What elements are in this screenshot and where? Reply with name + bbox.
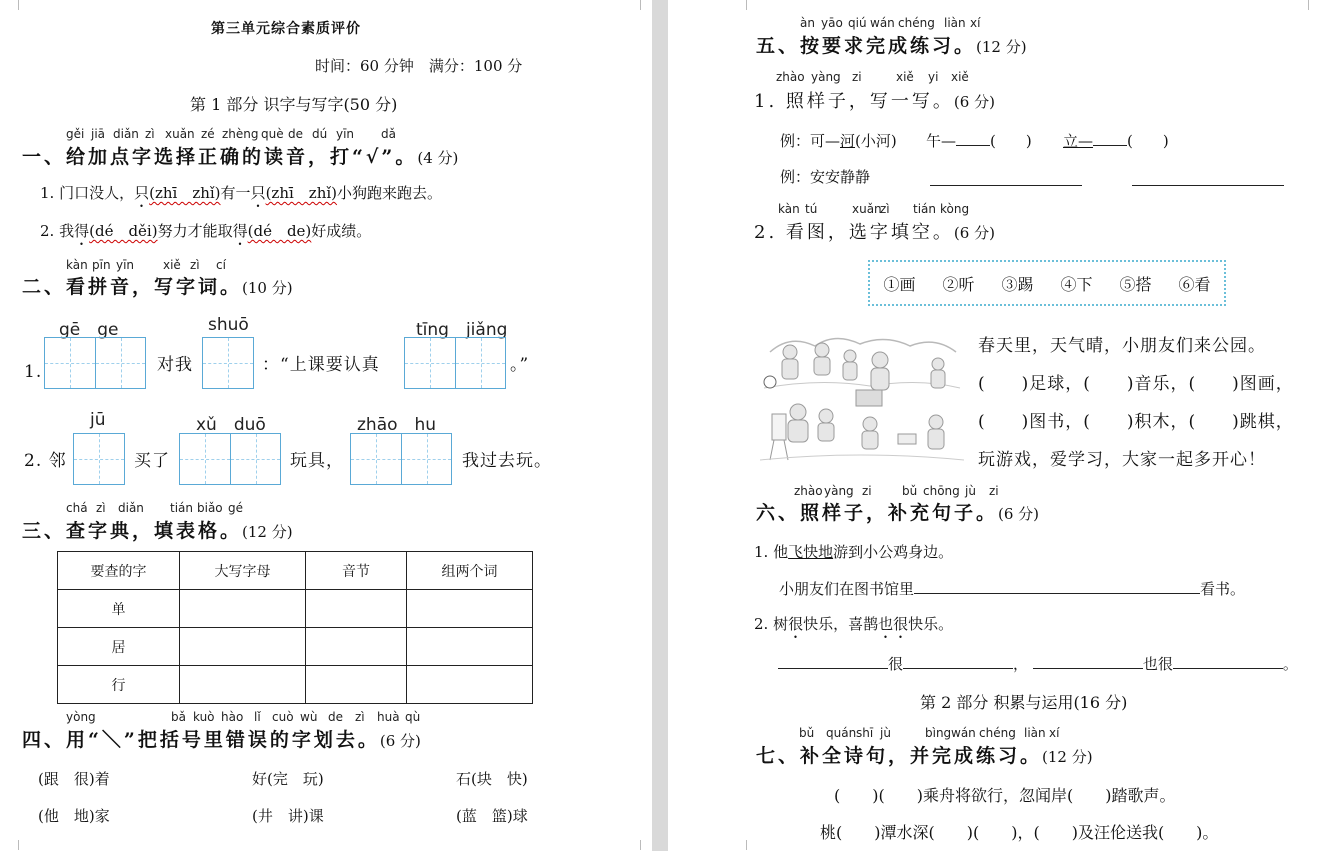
section-title-text: 六、照样子，补充句子。	[756, 502, 999, 524]
example-word: 河	[840, 132, 856, 150]
text: 努力才能取	[157, 222, 233, 240]
row-label: 1.	[24, 362, 43, 382]
table-cell: 单	[58, 590, 180, 628]
choice-item[interactable]: 好(完 玩)	[252, 770, 324, 788]
pinyin: chéng	[979, 726, 1016, 740]
right-page	[668, 0, 1322, 851]
answer-line[interactable]	[1132, 185, 1284, 186]
text: 。	[1282, 655, 1298, 673]
q5-2-title	[754, 218, 995, 244]
answer-paren[interactable]: ( )	[1127, 132, 1169, 150]
question-score: (6 分)	[953, 93, 995, 111]
passage-line: 春天里，天气晴，小朋友们来公园。	[978, 336, 1266, 356]
pinyin: chōng	[923, 484, 960, 498]
crop-mark	[640, 840, 651, 850]
table-row	[58, 666, 533, 704]
pinyin: bǎ	[171, 710, 186, 724]
question-score: (6 分)	[953, 224, 995, 242]
pinyin-option[interactable]: (dé de)	[247, 222, 312, 240]
section-title-text: 一、给加点字选择正确的读音，打“√”。	[22, 146, 418, 168]
pinyin: de	[328, 710, 343, 724]
pinyin: qiú	[848, 16, 867, 30]
word-option: ②听	[942, 274, 975, 294]
pinyin: zhèng	[222, 127, 259, 141]
section-score: (12 分)	[976, 38, 1027, 56]
text: 2. 树	[754, 615, 789, 633]
pinyin: diǎn	[113, 127, 139, 141]
pinyin: shī	[856, 726, 874, 740]
pinyin: wán	[951, 726, 976, 740]
section-2-title	[22, 272, 293, 299]
table-header: 组两个词	[407, 552, 533, 590]
pinyin: hào	[221, 710, 244, 724]
left-page	[0, 0, 652, 851]
pinyin-option[interactable]: (dé děi)	[89, 222, 158, 240]
pinyin: kuò	[193, 710, 215, 724]
text: 买了	[134, 451, 170, 471]
question-1-1	[40, 182, 442, 211]
pinyin: pīn	[92, 258, 111, 272]
pinyin: yīn	[336, 127, 355, 141]
section-title-text: 二、看拼音，写字词。	[22, 276, 243, 298]
word-option: ⑥看	[1178, 274, 1211, 294]
crop-mark	[1308, 0, 1319, 10]
answer-blank[interactable]	[903, 668, 1013, 669]
section-score: (12 分)	[1042, 748, 1093, 766]
section-title-text: 三、查字典，填表格。	[22, 520, 243, 542]
part2-title: 第 2 部分 积累与运用(16 分)	[920, 693, 1128, 712]
section-score: (10 分)	[242, 279, 293, 297]
grid-cell[interactable]	[401, 434, 451, 484]
example-2: 例：安安静静	[780, 168, 871, 186]
pinyin: kàn	[66, 258, 88, 272]
text: 2. 我	[40, 222, 75, 240]
answer-cell[interactable]	[407, 590, 533, 628]
text: 快乐，喜鹊	[803, 615, 879, 633]
pinyin: huà	[377, 710, 400, 724]
crop-mark	[8, 840, 19, 850]
grid-cell[interactable]	[230, 434, 280, 484]
word-option: ③踢	[1001, 274, 1034, 294]
pinyin: qù	[405, 710, 421, 724]
text: 。”	[510, 355, 530, 375]
pinyin: lǐ	[254, 710, 261, 724]
section-score: (4 分)	[417, 149, 459, 167]
pinyin: yāo	[821, 16, 843, 30]
section-4-title	[22, 725, 421, 752]
table-header-row	[58, 552, 533, 590]
pinyin: quán	[826, 726, 857, 740]
children-park-illustration	[760, 330, 964, 466]
pinyin: liàn	[1024, 726, 1046, 740]
pinyin: jiā	[91, 127, 106, 141]
pinyin: zì	[96, 501, 106, 515]
pinyin: dú	[312, 127, 328, 141]
pinyin: bìng	[925, 726, 952, 740]
text: 对我	[157, 355, 193, 375]
answer-cell[interactable]	[180, 628, 306, 666]
writing-grid-xuduo[interactable]	[179, 433, 281, 485]
choice-item[interactable]: 石(块 快)	[456, 770, 528, 788]
passage-line[interactable]: ( )图书，( )积木，( )跳棋，	[978, 412, 1294, 432]
text: 很	[888, 655, 904, 673]
pinyin: yīn	[116, 258, 135, 272]
pinyin: zì	[880, 202, 890, 216]
section-score: (12 分)	[242, 523, 293, 541]
writing-grid-shuo[interactable]	[202, 337, 254, 389]
pinyin: bǔ	[902, 484, 918, 498]
table-cell: 居	[58, 628, 180, 666]
pinyin: xí	[1049, 726, 1060, 740]
row-label: 2. 邻	[24, 451, 67, 471]
section-6-title	[756, 498, 1039, 525]
section-title-text: 四、用“＼”把括号里错误的字划去。	[22, 729, 380, 751]
answer-cell[interactable]	[180, 666, 306, 704]
grid-cell[interactable]	[74, 434, 124, 484]
pinyin-prompt: tīng jiǎng	[416, 320, 508, 340]
text: 快乐。	[908, 615, 954, 633]
pinyin: diǎn	[118, 501, 144, 515]
pinyin: cuò	[272, 710, 294, 724]
pinyin: wù	[300, 710, 318, 724]
question-6-1-blank[interactable]	[779, 578, 1245, 599]
answer-paren[interactable]: ( )	[990, 132, 1032, 150]
pinyin: wán	[870, 16, 895, 30]
pinyin: zi	[852, 70, 862, 84]
pinyin: kàn	[778, 202, 800, 216]
table-header: 音节	[306, 552, 407, 590]
crop-mark	[8, 0, 19, 10]
pinyin: què	[261, 127, 284, 141]
pinyin: tú	[805, 202, 818, 216]
answer-cell[interactable]	[407, 628, 533, 666]
answer-blank[interactable]	[1033, 668, 1143, 669]
pinyin: xiě	[163, 258, 181, 272]
section-title-text: 七、补全诗句，并完成练习。	[756, 745, 1043, 767]
question-title-text: 1. 照样子，写一写。	[754, 91, 954, 112]
pinyin-option[interactable]: (zhī zhǐ)	[265, 184, 338, 202]
pinyin: zì	[145, 127, 155, 141]
text: 有一	[220, 184, 251, 202]
text: 我过去玩。	[462, 451, 552, 471]
text: (小河)	[855, 132, 897, 150]
table-cell: 行	[58, 666, 180, 704]
pinyin: àn	[800, 16, 815, 30]
pinyin: de	[288, 127, 303, 141]
question-title-text: 2. 看图，选字填空。	[754, 222, 954, 243]
table-row	[58, 590, 533, 628]
text: 小朋友们在图书馆里	[779, 580, 915, 598]
dotted-char: 得	[74, 222, 90, 240]
question-1-2	[40, 220, 371, 249]
crop-mark	[736, 840, 747, 850]
word-option: ④下	[1060, 274, 1093, 294]
answer-cell[interactable]	[306, 628, 407, 666]
answer-blank[interactable]	[1093, 145, 1127, 146]
dotted-char: 很	[788, 615, 804, 633]
blank-li[interactable]	[1063, 130, 1169, 151]
pinyin: yi	[928, 70, 939, 84]
choice-item[interactable]: (他 地)家	[38, 807, 110, 825]
text: ，	[1013, 655, 1029, 673]
pinyin: tián	[170, 501, 193, 515]
pinyin: bǔ	[799, 726, 815, 740]
passage-line[interactable]: ( )足球，( )音乐，( )图画，	[978, 374, 1294, 394]
example-1	[780, 130, 897, 151]
grid-cell[interactable]	[455, 338, 505, 388]
answer-line[interactable]	[930, 185, 1082, 186]
time-info: 时间：60 分钟 满分：100 分	[315, 57, 523, 75]
question-6-2-blanks[interactable]	[778, 653, 1298, 674]
pinyin: yòng	[66, 710, 96, 724]
text: 玩具，	[290, 451, 344, 471]
crop-mark	[640, 0, 651, 10]
pinyin: yàng	[824, 484, 854, 498]
text: 1. 门口没人，	[40, 184, 135, 202]
pinyin: xuǎn	[165, 127, 195, 141]
pinyin: zì	[355, 710, 365, 724]
pinyin: zhào	[776, 70, 805, 84]
pinyin: chá	[66, 501, 88, 515]
dotted-char: 很	[893, 615, 909, 633]
pinyin: zì	[190, 258, 200, 272]
poem-line-1[interactable]: ( )( )乘舟将欲行，忽闻岸( )踏歌声。	[834, 786, 1176, 805]
writing-grid-ju[interactable]	[73, 433, 125, 485]
pinyin: kòng	[940, 202, 970, 216]
pinyin: tián	[913, 202, 936, 216]
answer-blank[interactable]	[778, 668, 888, 669]
section-score: (6 分)	[998, 505, 1040, 523]
dotted-char: 只	[134, 184, 150, 202]
table-row	[58, 628, 533, 666]
answer-blank[interactable]	[914, 593, 1200, 594]
text: 好成绩。	[311, 222, 372, 240]
pinyin: jù	[965, 484, 976, 498]
pinyin: jù	[880, 726, 891, 740]
text: 1. 他	[754, 543, 789, 561]
table-header: 大写字母	[180, 552, 306, 590]
section-5-title	[756, 31, 1027, 58]
doc-title: 第三单元综合素质评价	[211, 21, 361, 37]
section-1-title	[22, 142, 458, 169]
grid-cell[interactable]	[405, 338, 455, 388]
pinyin: zhào	[794, 484, 823, 498]
lookup-table	[57, 551, 533, 704]
writing-grid-zhaohu[interactable]	[350, 433, 452, 485]
pinyin: xí	[970, 16, 981, 30]
answer-cell[interactable]	[306, 666, 407, 704]
choice-item[interactable]: (跟 很)着	[38, 770, 110, 788]
pinyin-option[interactable]: (zhī zhǐ)	[149, 184, 221, 202]
answer-cell[interactable]	[306, 590, 407, 628]
dotted-char: 只	[250, 184, 266, 202]
grid-cell[interactable]	[180, 434, 230, 484]
pinyin: biǎo	[197, 501, 223, 515]
pinyin-prompt: gē ge	[59, 320, 119, 340]
dotted-char: 也	[878, 615, 894, 633]
pinyin: chéng	[898, 16, 935, 30]
answer-cell[interactable]	[407, 666, 533, 704]
pinyin: xuǎn	[852, 202, 882, 216]
grid-cell[interactable]	[45, 338, 95, 388]
question-6-2	[754, 613, 953, 642]
pinyin: zé	[201, 127, 215, 141]
grid-cell[interactable]	[95, 338, 145, 388]
pinyin: gěi	[66, 127, 85, 141]
pinyin-prompt: shuō	[208, 315, 249, 335]
answer-cell[interactable]	[180, 590, 306, 628]
pinyin-prompt: zhāo hu	[357, 415, 437, 435]
grid-cell[interactable]	[203, 338, 253, 388]
text: 游到小公鸡身边。	[833, 543, 954, 561]
table-header: 要查的字	[58, 552, 180, 590]
text: 看书。	[1200, 580, 1246, 598]
pinyin: xiě	[951, 70, 969, 84]
pinyin: dǎ	[381, 127, 396, 141]
section-score: (6 分)	[379, 732, 421, 750]
text: 立—	[1063, 132, 1094, 150]
choice-item[interactable]: (蓝 篮)球	[456, 807, 528, 825]
word-options-box	[868, 260, 1226, 306]
dotted-char: 得	[232, 222, 248, 240]
text: ：“上课要认真	[262, 355, 380, 375]
q5-1-title	[754, 87, 995, 113]
crop-mark	[736, 0, 747, 10]
pinyin: gé	[228, 501, 243, 515]
text: 午—	[926, 132, 957, 150]
pinyin-prompt: xǔ duō	[196, 415, 266, 435]
pinyin: xiě	[896, 70, 914, 84]
pinyin: zi	[989, 484, 999, 498]
example-word: 飞快地	[788, 543, 834, 561]
pinyin: yàng	[811, 70, 841, 84]
text: 也很	[1142, 655, 1173, 673]
passage-line: 玩游戏，爱学习，大家一起多开心！	[978, 450, 1266, 470]
pinyin-prompt: jū	[90, 410, 106, 430]
blank-wu[interactable]	[926, 130, 1032, 151]
section-7-title	[756, 741, 1093, 768]
grid-cell[interactable]	[351, 434, 401, 484]
writing-grid-gege[interactable]	[44, 337, 146, 389]
question-6-1	[754, 541, 953, 562]
choice-item[interactable]: (井 讲)课	[252, 807, 324, 825]
text: 例：可—	[780, 132, 841, 150]
poem-line-2[interactable]: 桃( )潭水深( )( )，( )及汪伦送我( )。	[820, 823, 1219, 842]
answer-blank[interactable]	[956, 145, 990, 146]
pinyin: zi	[862, 484, 872, 498]
pinyin: liàn	[944, 16, 966, 30]
answer-blank[interactable]	[1173, 668, 1283, 669]
pinyin: cí	[216, 258, 226, 272]
word-option: ⑤搭	[1119, 274, 1152, 294]
writing-grid-tingjiang[interactable]	[404, 337, 506, 389]
part1-title: 第 1 部分 识字与写字(50 分)	[190, 95, 398, 114]
page-gutter	[652, 0, 668, 851]
text: 小狗跑来跑去。	[337, 184, 443, 202]
word-option: ①画	[883, 274, 916, 294]
section-title-text: 五、按要求完成练习。	[756, 35, 977, 57]
section-3-title	[22, 516, 293, 543]
